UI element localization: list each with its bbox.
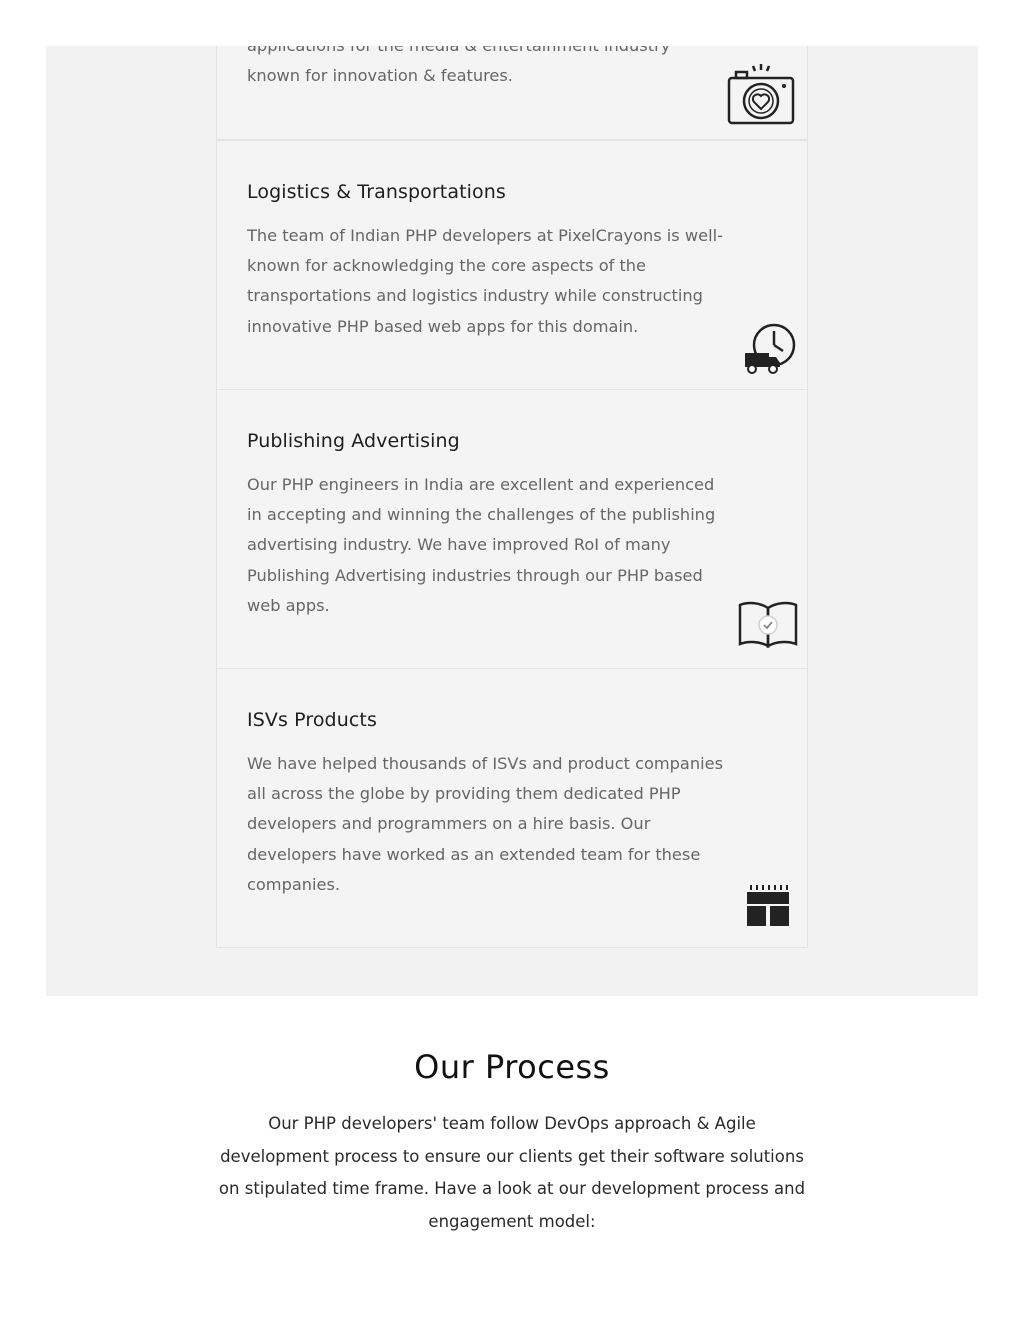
- industry-card-isvs: [216, 668, 808, 948]
- industry-card-description: The team of Indian PHP developers at PixelCrayons is well-known for acknowledging the core aspects of the transportations and logistics industry while constructing innovative PHP based web apps for this domain.: [247, 226, 723, 336]
- camera-heart-icon: [727, 64, 795, 126]
- open-book-check-icon: [737, 600, 799, 650]
- industry-card-description: We have helped thousands of ISVs and product companies all across the globe by providing them dedicated PHP developers and programmers on a hire basis. Our developers have worked as an extended team for these companies.: [247, 754, 724, 894]
- industry-card-logistics: [216, 140, 808, 390]
- process-heading: Our Process: [414, 1048, 610, 1086]
- industry-card-title: Publishing Advertising: [247, 430, 460, 452]
- page-top-strip: [0, 0, 1024, 46]
- process-description: Our PHP developers' team follow DevOps approach & Agile development process to ensure our clients get their software solutions on stipulated time frame. Have a look at our development process and engagement model:: [218, 1114, 806, 1231]
- product-box-icon: [745, 882, 791, 928]
- industry-card-title: Logistics & Transportations: [247, 181, 506, 203]
- industry-card-description: Our PHP engineers in India are excellent and experienced in accepting and winning the challenges of the publishing advertising industry. We have improved RoI of many Publishing Advertising industries through our PHP based web apps.: [247, 475, 716, 615]
- description-line: known for innovation & features.: [247, 66, 513, 86]
- industry-card-publishing: [216, 389, 808, 669]
- delivery-truck-clock-icon: [743, 323, 797, 375]
- industry-card-title: ISVs Products: [247, 709, 377, 731]
